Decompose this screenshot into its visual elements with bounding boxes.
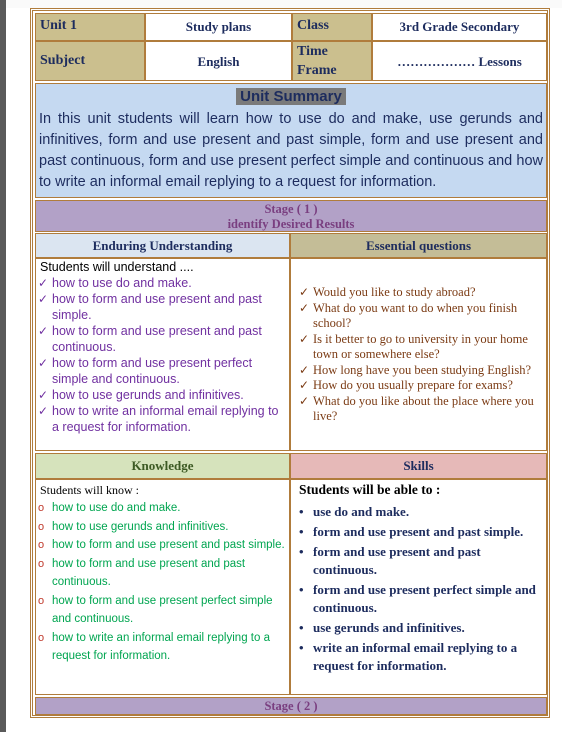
list-item-text: how to form and use present and past continuous. [52, 324, 262, 354]
check-icon: ✓ [38, 276, 49, 290]
timeframe-value-cell [372, 41, 547, 81]
unit-label-cell [35, 13, 145, 41]
list-item [38, 629, 287, 666]
enduring-understanding-cell [35, 258, 290, 451]
list-item [295, 503, 542, 521]
list-item-text: What do you like about the place where you live? [313, 393, 534, 423]
list-item [38, 555, 287, 592]
list-item-text: Would you like to study abroad? [313, 285, 476, 299]
skills-cell [290, 479, 547, 695]
list-item [295, 619, 542, 637]
circle-bullet-icon: o [38, 594, 45, 607]
stage-1-title: Stage ( 1 ) [264, 202, 318, 216]
list-item-text: use do and make. [313, 504, 410, 519]
check-icon: ✓ [299, 393, 310, 408]
check-icon: ✓ [38, 292, 49, 306]
timeframe-value: ……………… Lessons [397, 54, 522, 69]
check-icon: ✓ [299, 285, 310, 299]
skills-intro: Students will be able to : [299, 482, 441, 497]
list-item [38, 323, 287, 355]
list-item-text: How do you usually prepare for exams? [313, 378, 513, 392]
bullet-icon: • [299, 582, 304, 597]
bullet-icon: • [299, 620, 304, 635]
unit-value: Study plans [185, 19, 252, 34]
knowledge-cell [35, 479, 290, 695]
circle-bullet-icon: o [38, 631, 45, 644]
subject-value: English [197, 54, 240, 69]
list-item-text: how to form and use present and past simple. [52, 539, 285, 551]
check-icon: ✓ [299, 378, 310, 392]
stage-2-banner [35, 697, 547, 715]
list-item [38, 592, 287, 629]
list-item-text: how to use do and make. [52, 502, 181, 514]
essential-heading-text: Essential questions [365, 238, 472, 253]
list-item [295, 523, 542, 541]
list-item-text: how to form and use present and past simple. [52, 292, 262, 322]
essential-questions-cell [290, 258, 547, 451]
knowledge-intro: Students will know : [40, 483, 140, 497]
subject-label-cell [35, 41, 145, 81]
check-icon: ✓ [299, 331, 310, 346]
timeframe-label-cell [292, 41, 372, 81]
circle-bullet-icon: o [38, 502, 45, 514]
bullet-icon: • [299, 504, 304, 519]
class-label-cell [292, 13, 372, 41]
enduring-heading-text: Enduring Understanding [92, 238, 233, 253]
list-item [295, 581, 542, 617]
check-icon: ✓ [38, 404, 49, 418]
unit-label: Unit 1 [40, 18, 77, 33]
stage-2-title: Stage ( 2 ) [264, 699, 318, 713]
left-margin-bar [0, 0, 6, 732]
enduring-list [38, 275, 287, 435]
list-item [299, 285, 542, 301]
check-icon: ✓ [299, 362, 310, 377]
list-item [38, 291, 287, 323]
list-item-text: Is it better to go to university in your home town or somewhere else? [313, 331, 528, 361]
skills-list [295, 503, 542, 675]
skills-heading [290, 453, 547, 479]
circle-bullet-icon: o [38, 557, 45, 570]
unit-summary-cell [35, 83, 547, 198]
list-item-text: how to use do and make. [52, 276, 192, 290]
bullet-icon: • [299, 524, 304, 539]
subject-label: Subject [40, 53, 86, 68]
list-item-text: form and use present and past simple. [313, 524, 524, 539]
list-item [38, 275, 287, 291]
list-item-text: use gerunds and infinitives. [313, 620, 465, 635]
class-value-cell [372, 13, 547, 41]
list-item-text: form and use present and past continuous. [313, 544, 481, 577]
list-item-text: How long have you been studying English? [313, 362, 532, 377]
unit-plan-table [30, 8, 550, 718]
list-item [38, 518, 287, 537]
stage-1-banner [35, 200, 547, 232]
knowledge-heading [35, 453, 290, 479]
list-item-text: how to write an informal email replying to a request for information. [52, 631, 270, 662]
enduring-intro: Students will understand .... [40, 260, 194, 274]
check-icon: ✓ [38, 356, 49, 370]
top-strip [6, 0, 562, 8]
stage-1-subtitle: identify Desired Results [227, 217, 355, 231]
knowledge-heading-text: Knowledge [131, 458, 194, 473]
list-item [295, 543, 542, 579]
skills-heading-text: Skills [403, 458, 434, 473]
class-label: Class [297, 18, 329, 33]
list-item-text: form and use present perfect simple and continuous. [313, 582, 536, 615]
list-item [299, 332, 542, 363]
essential-questions-heading [290, 233, 547, 258]
list-item-text: how to use gerunds and infinitives. [52, 388, 244, 402]
bullet-icon: • [299, 640, 304, 655]
timeframe-label-line2: Frame [297, 63, 337, 78]
class-value: 3rd Grade Secondary [399, 19, 520, 34]
enduring-understanding-heading [35, 233, 290, 258]
list-item-text: how to write an informal email replying to a request for information. [52, 404, 279, 434]
timeframe-label-line1: Time [297, 44, 328, 59]
list-item [295, 639, 542, 675]
list-item [299, 378, 542, 394]
essential-list [299, 285, 542, 425]
list-item [38, 355, 287, 387]
unit-value-cell [145, 13, 292, 41]
list-item [38, 536, 287, 555]
unit-summary-title: Unit Summary [236, 88, 346, 105]
check-icon: ✓ [38, 388, 49, 402]
list-item [299, 394, 542, 425]
list-item [38, 387, 287, 403]
check-icon: ✓ [299, 300, 310, 315]
list-item-text: write an informal email replying to a request for information. [313, 640, 518, 673]
list-item-text: how to form and use present perfect simple and continuous. [52, 594, 273, 625]
check-icon: ✓ [38, 324, 49, 338]
list-item-text: how to form and use present perfect simple and continuous. [52, 356, 253, 386]
circle-bullet-icon: o [38, 520, 45, 533]
subject-value-cell [145, 41, 292, 81]
circle-bullet-icon: o [38, 539, 45, 551]
list-item [38, 403, 287, 435]
list-item [299, 363, 542, 379]
list-item [38, 499, 287, 518]
list-item-text: What do you want to do when you finish school? [313, 300, 518, 330]
list-item [299, 301, 542, 332]
bullet-icon: • [299, 544, 304, 559]
list-item-text: how to use gerunds and infinitives. [52, 520, 229, 533]
unit-summary-text: In this unit students will learn how to use do and make, use gerunds and infinitives, form and use present and past simple, form and use present and past continuous, form and use present perfect simple and continuous and how to write an informal email replying to a request for information. [39, 111, 543, 190]
list-item-text: how to form and use present and past continuous. [52, 557, 246, 588]
knowledge-list [38, 499, 287, 666]
